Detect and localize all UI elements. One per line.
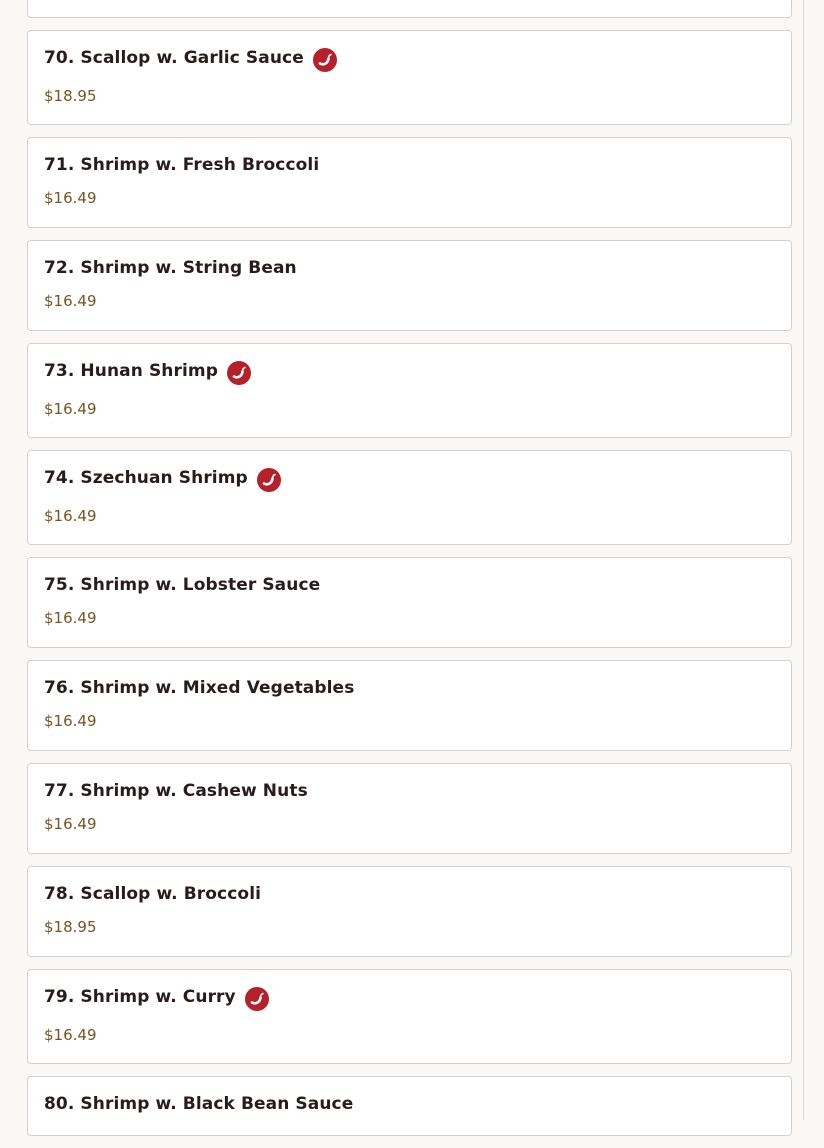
menu-item-name: 70. Scallop w. Garlic Sauce <box>44 48 304 68</box>
menu-item-card[interactable] <box>27 0 792 18</box>
menu-item-card[interactable] <box>27 343 792 438</box>
menu-item-price: $16.49 <box>44 189 97 207</box>
menu-item-name: 73. Hunan Shrimp <box>44 361 218 381</box>
menu-item-price: $16.49 <box>44 507 97 525</box>
menu-item-price: $18.95 <box>44 87 97 105</box>
menu-item-price: $16.49 <box>44 815 97 833</box>
scrollbar-track[interactable] <box>803 0 804 1120</box>
menu-item-name: 75. Shrimp w. Lobster Sauce <box>44 575 321 595</box>
chili-pepper-icon <box>227 361 251 385</box>
menu-item-name: 78. Scallop w. Broccoli <box>44 884 262 904</box>
menu-item-name: 77. Shrimp w. Cashew Nuts <box>44 781 308 801</box>
menu-item-price: $16.49 <box>44 400 97 418</box>
menu-item-card[interactable] <box>27 866 792 957</box>
menu-item-name: 79. Shrimp w. Curry <box>44 987 236 1007</box>
menu-item-card[interactable] <box>27 30 792 125</box>
menu-item-price: $16.49 <box>44 712 97 730</box>
menu-item-list <box>27 0 792 1148</box>
menu-item-card[interactable] <box>27 1076 792 1136</box>
menu-item-card[interactable] <box>27 450 792 545</box>
menu-item-name: 74. Szechuan Shrimp <box>44 468 248 488</box>
chili-pepper-icon <box>257 468 281 492</box>
menu-item-card[interactable] <box>27 137 792 228</box>
menu-item-card[interactable] <box>27 240 792 331</box>
chili-pepper-icon <box>245 987 269 1011</box>
menu-item-price: $18.95 <box>44 918 97 936</box>
menu-item-card[interactable] <box>27 557 792 648</box>
menu-item-price: $16.49 <box>44 292 97 310</box>
menu-item-card[interactable] <box>27 660 792 751</box>
menu-item-name: 80. Shrimp w. Black Bean Sauce <box>44 1094 354 1114</box>
menu-item-name: 76. Shrimp w. Mixed Vegetables <box>44 678 355 698</box>
menu-item-price: $16.49 <box>44 1026 97 1044</box>
chili-pepper-icon <box>313 48 337 72</box>
menu-item-price: $16.49 <box>44 609 97 627</box>
menu-item-name: 71. Shrimp w. Fresh Broccoli <box>44 155 320 175</box>
menu-item-card[interactable] <box>27 969 792 1064</box>
menu-item-card[interactable] <box>27 763 792 854</box>
menu-item-name: 72. Shrimp w. String Bean <box>44 258 297 278</box>
